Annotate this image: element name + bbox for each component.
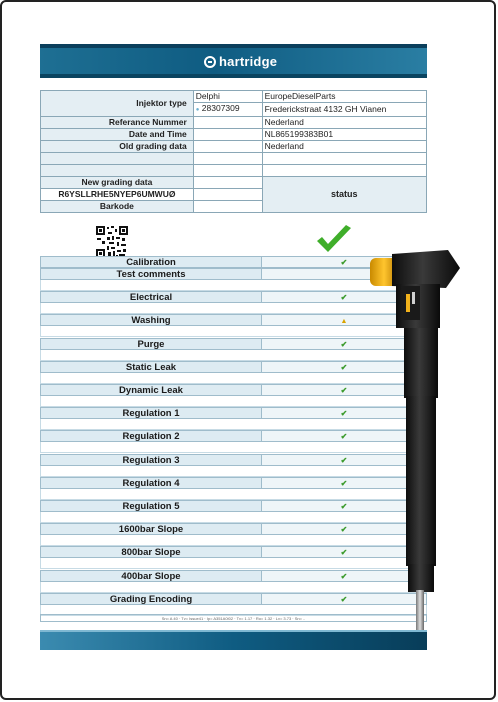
old-grading-value: Nederland — [262, 141, 426, 153]
test-name: Regulation 4 — [40, 477, 262, 489]
hartridge-logo-icon — [204, 56, 216, 68]
reference-label: Referance Nummer — [41, 117, 194, 129]
dot-icon: ● — [195, 107, 200, 113]
injector-image — [362, 246, 462, 636]
test-name: 400bar Slope — [40, 570, 262, 582]
spacer-cell — [41, 165, 194, 177]
test-result: ✔ — [340, 386, 348, 395]
address-value: Frederickstraat 4132 GH Vianen — [262, 103, 426, 117]
manufacturer-value: Delphi — [193, 91, 262, 103]
date-blank — [193, 129, 262, 141]
barcode-label: Barkode — [41, 201, 194, 213]
test-name: Electrical — [40, 291, 262, 303]
test-result: ✔ — [340, 339, 348, 349]
test-name: Washing — [40, 314, 262, 326]
test-result: ✔ — [340, 409, 348, 419]
test-result: ✔ — [340, 258, 348, 267]
injector-info-table — [40, 90, 427, 213]
spacer-cell — [262, 153, 426, 165]
test-result: ✔ — [340, 594, 348, 604]
test-name: Dynamic Leak — [40, 384, 262, 396]
reference-value: Nederland — [262, 117, 426, 129]
test-result: ▲ — [340, 318, 348, 326]
test-name: 800bar Slope — [40, 546, 262, 558]
new-grading-label: New grading data — [41, 177, 194, 189]
test-name: Purge — [40, 338, 262, 350]
test-result: ✔ — [340, 525, 348, 535]
brand-logo — [204, 54, 277, 69]
date-value: NL865199383B01 — [262, 129, 426, 141]
test-result: ✔ — [340, 571, 348, 581]
test-name: 1600bar Slope — [40, 523, 262, 535]
status-check-icon — [314, 224, 354, 256]
test-name: Static Leak — [40, 361, 262, 373]
test-result: ✔ — [340, 432, 348, 442]
brand-name: hartridge — [219, 54, 278, 69]
footnote: Sn= A 40 · Tv= Issue41 · Ip= A351A0I02 · Tv= 1.17 · Ro= 1.32 · Lv= 3.73 · Sn= .. — [40, 614, 427, 622]
test-name: Regulation 3 — [40, 454, 262, 466]
test-result: ✔ — [340, 455, 348, 465]
old-grading-blank — [193, 141, 262, 153]
test-name: Regulation 5 — [40, 500, 262, 512]
part-number-value: 28307309 — [201, 103, 240, 113]
test-name: Calibration — [40, 256, 262, 268]
qr-code-icon — [96, 226, 128, 258]
test-name: Regulation 2 — [40, 430, 262, 442]
spacer-cell — [41, 153, 194, 165]
grading-code-value: R6YSLLRHE5NYEP6UMWUØ — [41, 189, 194, 201]
old-grading-label: Old grading data — [41, 141, 194, 153]
status-label: status — [262, 177, 426, 213]
test-result: ✔ — [340, 478, 348, 488]
spacer-cell — [193, 153, 262, 165]
test-name: Regulation 1 — [40, 407, 262, 419]
spacer-cell — [193, 165, 262, 177]
barcode-blank — [193, 201, 262, 213]
spacer-cell — [262, 165, 426, 177]
test-result: ✔ — [340, 548, 348, 558]
test-result: ✔ — [340, 362, 348, 372]
injector-type-label: Injektor type — [41, 91, 194, 117]
test-result: ✔ — [340, 293, 348, 303]
new-grading-blank — [193, 177, 262, 189]
reference-blank — [193, 117, 262, 129]
test-name: Test comments — [40, 268, 262, 280]
company-value: EuropeDieselParts — [262, 91, 426, 103]
grading-code-blank — [193, 189, 262, 201]
test-result: ✔ — [340, 502, 348, 511]
header-top-stripe — [40, 44, 427, 48]
date-label: Date and Time — [41, 129, 194, 141]
part-number-cell — [193, 103, 262, 117]
test-name: Grading Encoding — [40, 593, 262, 605]
